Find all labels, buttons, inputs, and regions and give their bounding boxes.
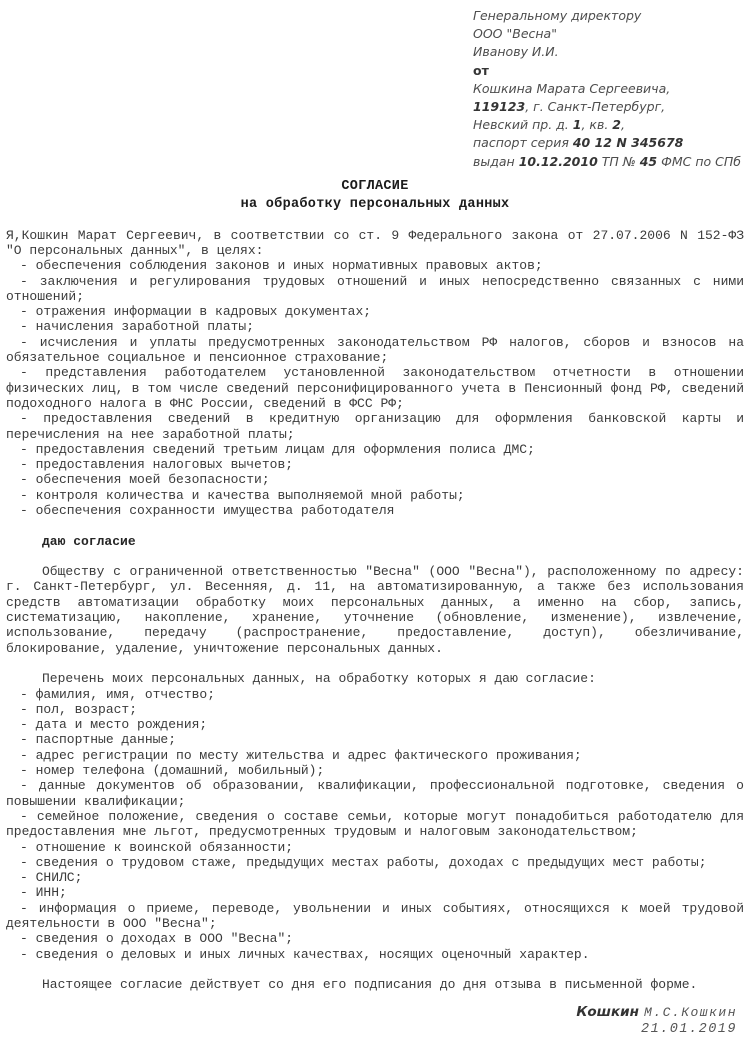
- recipient-text-segment: выдан: [473, 153, 519, 169]
- paragraph: Перечень моих персональных данных, на обработку которых я даю согласие:: [42, 671, 596, 687]
- recipient-text-segment: ТП №: [597, 153, 640, 169]
- recipient-text-segment: Генеральному директору: [473, 8, 642, 23]
- recipient-text-segment: ,: [620, 117, 625, 133]
- list-item: - представления работодателем установленной законодательством отчетности в отношении физических лиц, в том числе сведений персонифицированного учета в Пенсионный фонд РФ, сведений подоходного налога в ФНС России, сведений в ФСС РФ;: [6, 365, 744, 411]
- list-item: - контроля количества и качества выполняемой мной работы;: [20, 487, 465, 503]
- recipient-line: [473, 153, 744, 171]
- recipient-text-segment: ФМС по СПб: [657, 153, 741, 169]
- list-item: - предоставления сведений третьим лицам для оформления полиса ДМС;: [20, 441, 535, 457]
- list-item: - отражения информации в кадровых документах;: [20, 304, 372, 320]
- recipient-block: [473, 7, 744, 171]
- list-item: - сведения о трудовом стаже, предыдущих местах работы, доходах с предыдущих мест работы;: [20, 854, 707, 870]
- recipient-text-segment: паспорт серия: [473, 135, 573, 151]
- list-item: - пол, возраст;: [20, 701, 138, 717]
- list-item: - начисления заработной платы;: [20, 319, 255, 335]
- paragraph: Настоящее согласие действует со дня его подписания до дня отзыва в письменной форме.: [42, 977, 698, 993]
- recipient-text-segment: от: [473, 62, 489, 78]
- recipient-line: [473, 80, 744, 98]
- recipient-text-segment: , г. Санкт-Петербург,: [525, 99, 666, 115]
- list-item: - сведения о доходах в ООО "Весна";: [20, 931, 294, 947]
- list-item: - заключения и регулирования трудовых отношений и иных непосредственно связанных с ними отношений;: [6, 273, 744, 304]
- list-item: - паспортные данные;: [20, 732, 177, 748]
- signature-typed-name: М.С.Кошкин: [643, 1005, 737, 1021]
- signature-handwritten: Кошкин: [576, 1004, 639, 1021]
- document-title-block: [6, 178, 744, 215]
- recipient-text-segment: Невский пр. д.: [473, 117, 573, 133]
- recipient-line: [473, 62, 744, 80]
- list-item: - семейное положение, сведения о составе семьи, которые могут понадобиться работодателю для предоставления мне льгот, предусмотренных трудовым и налоговым законодательством;: [6, 808, 744, 840]
- recipient-line: [473, 134, 744, 152]
- list-item: - ИНН;: [20, 885, 67, 901]
- list-item: - адрес регистрации по месту жительства и адрес фактического проживания;: [20, 747, 582, 763]
- recipient-text-segment: 10.12.2010: [518, 153, 598, 169]
- list-item: - обеспечения моей безопасности;: [20, 472, 270, 488]
- list-item: - отношение к воинской обязанности;: [20, 839, 294, 855]
- recipient-line: [473, 25, 744, 43]
- signature-block: [6, 1004, 744, 1037]
- list-item: - обеспечения сохранности имущества работодателя: [20, 502, 395, 518]
- recipient-line: [473, 116, 744, 134]
- recipient-text-segment: Иванову И.И.: [473, 44, 559, 60]
- recipient-text-segment: 40 12 N 345678: [572, 135, 684, 151]
- list-item: - обеспечения соблюдения законов и иных нормативных правовых актов;: [20, 258, 543, 274]
- list-item: - данные документов об образовании, квалификации, профессиональной подготовке, сведения о повышении квалификации;: [6, 778, 744, 809]
- recipient-line: [473, 7, 744, 25]
- list-item: - дата и место рождения;: [20, 717, 208, 733]
- list-item: - номер телефона (домашний, мобильный);: [20, 763, 325, 779]
- document-subtitle: на обработку персональных данных: [240, 197, 510, 213]
- consent-heading: даю согласие: [42, 533, 136, 549]
- list-item: - СНИЛС;: [20, 870, 83, 886]
- list-item: - сведения о деловых и иных личных качествах, носящих оценочный характер.: [20, 946, 590, 962]
- recipient-text-segment: , кв.: [581, 117, 613, 133]
- recipient-text-segment: ООО "Весна": [473, 26, 557, 42]
- recipient-line: [473, 43, 744, 61]
- list-item: - информация о приеме, переводе, увольнении и иных событиях, относящихся к моей трудовой деятельности в ООО "Весна";: [6, 900, 744, 931]
- recipient-text-segment: 119123: [473, 99, 526, 115]
- recipient-text-segment: 1: [572, 117, 582, 133]
- recipient-text-segment: Кошкина Марата Сергеевича,: [473, 80, 671, 96]
- paragraph: Обществу с ограниченной ответственностью "Весна" (ООО "Весна"), расположенному по адресу: г. Санкт-Петербург, ул. Весенняя, д. 11, на автоматизированную, а также без использования средств автоматизации обработку моих персональных данных, а именно на сбор, запись, систематизацию, накопление, хранение, уточнение (обновление, изменение), извлечение, использование, передачу (распространение, предоставление, доступ), обезличивание, блокирование, удаление, уничтожение персональных данных.: [6, 564, 744, 656]
- signature-line: [6, 1004, 737, 1021]
- document-body: [6, 228, 744, 993]
- document-title: СОГЛАСИЕ: [341, 178, 409, 194]
- list-item: - предоставления налоговых вычетов;: [20, 457, 294, 473]
- list-item: - исчисления и уплаты предусмотренных законодательством РФ налогов, сборов и взносов на обязательное социальное и пенсионное страхование;: [6, 334, 744, 366]
- recipient-line: [473, 98, 744, 116]
- list-item: - предоставления сведений в кредитную организацию для оформления банковской карты и перечисления на нее заработной платы;: [6, 411, 744, 442]
- signature-date: 21.01.2019: [640, 1022, 737, 1037]
- paragraph: Я,Кошкин Марат Сергеевич, в соответствии со ст. 9 Федерального закона от 27.07.2006 N 152-ФЗ "О персональных данных", в целях:: [6, 227, 744, 258]
- recipient-text-segment: 2: [612, 117, 621, 133]
- list-item: - фамилия, имя, отчество;: [20, 686, 216, 702]
- recipient-text-segment: 45: [639, 153, 658, 169]
